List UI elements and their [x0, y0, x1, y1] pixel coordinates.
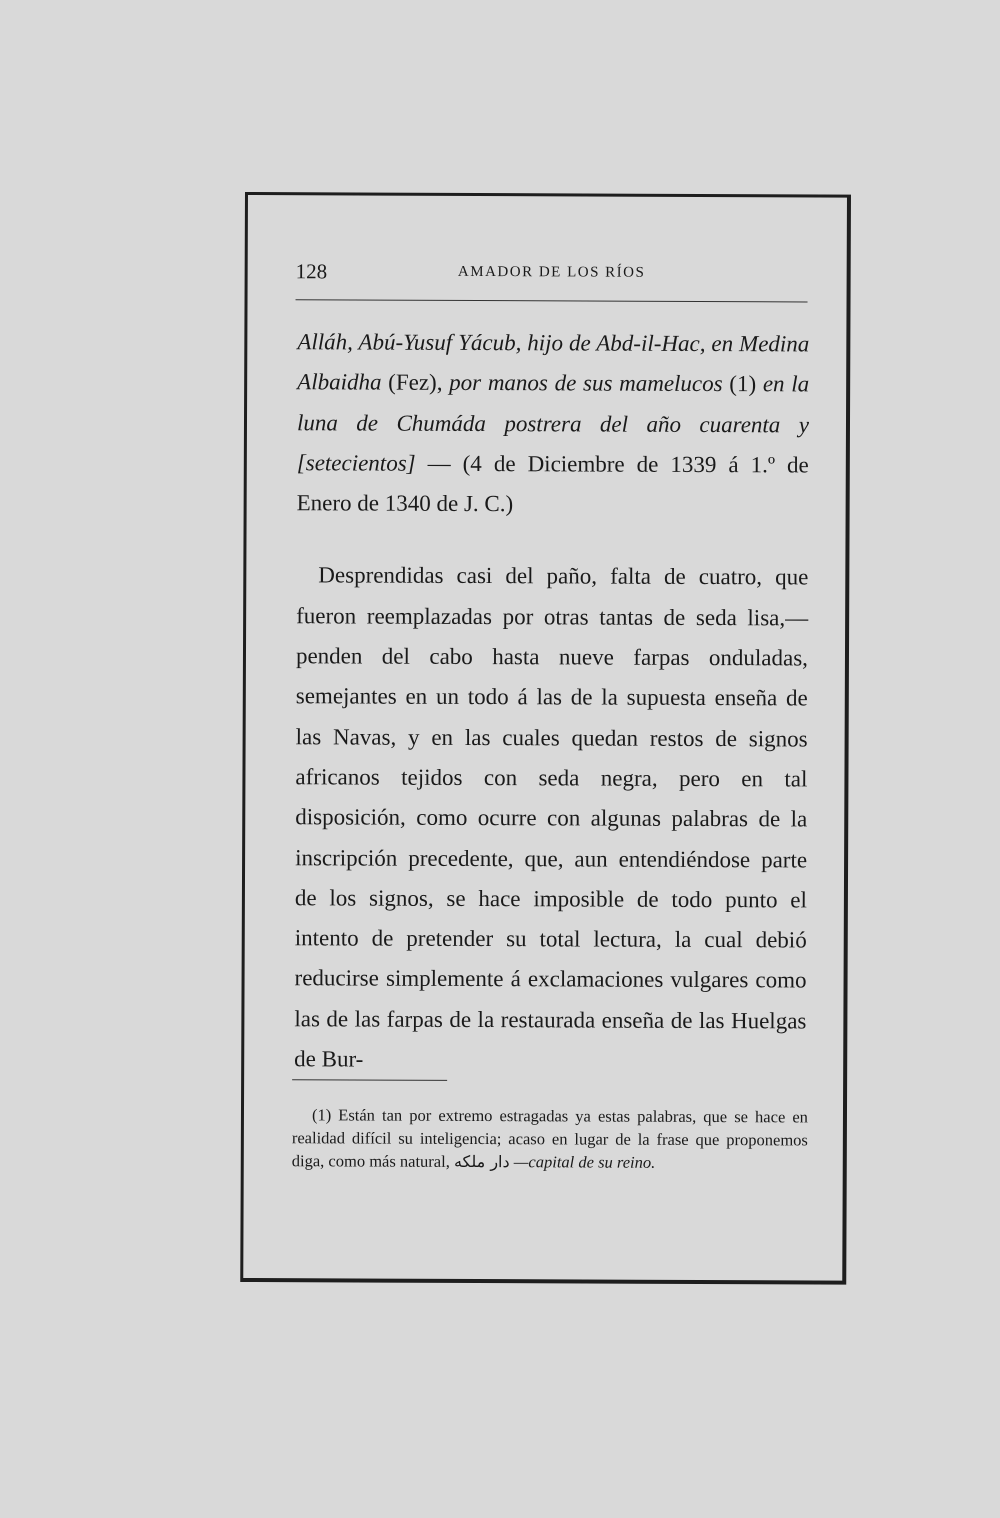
intro-italic-2: por manos de sus mamelucos	[449, 370, 723, 397]
intro-text-2: (1)	[722, 371, 763, 397]
page-number: 128	[295, 259, 328, 284]
main-paragraph: Desprendidas casi del paño, falta de cuatro, que fueron reemplazadas por otras tantas de seda lisa,—penden del cabo hasta nueve farpas onduladas, semejantes en un todo á las de la supuesta enseña de las Navas, y en las cuales quedan restos de signos africanos tejidos con seda negra, pero en tal disposición, como ocurre con algunas palabras de la inscripción precedente, que, aun entendiéndose parte de los signos, se hace imposible de todo punto el intento de pretender su total lectura, la cual debió reducirse simplemente á exclamaciones vulgares como las de las farpas de la restaurada enseña de las Huelgas de Bur-	[294, 562, 809, 1072]
footnote-text: (1) Están tan por extremo estragadas ya estas palabras, que se hace en realidad difícil su inteligencia; acaso en lugar de la frase que proponemos diga, como más natural,	[291, 1105, 809, 1171]
footnote	[292, 1103, 808, 1174]
footnote-italic: —capital de su reino.	[513, 1152, 656, 1172]
running-head: AMADOR DE LOS RÍOS	[457, 263, 646, 281]
intro-text-3: — (4 de Diciembre de 1339 á 1.º de Enero de 1340 de J. C.)	[296, 450, 809, 517]
footnote-paragraph	[292, 1103, 808, 1174]
footnote-rule	[292, 1079, 447, 1081]
page-header	[296, 259, 808, 302]
footnote-arabic: دار ملكه	[453, 1151, 510, 1172]
intro-text-1: (Fez),	[381, 369, 450, 396]
body-text	[294, 322, 809, 1082]
intro-paragraph	[297, 322, 810, 526]
page-frame	[240, 192, 851, 1285]
intro-italic-3: en la luna de Chumáda postrera del año cuarenta y [setecientos]	[296, 371, 810, 476]
intro-italic-1: Alláh, Abú-Yusuf Yácub, hijo de Abd-il-Hac, en Medina Albaidha	[297, 329, 810, 395]
